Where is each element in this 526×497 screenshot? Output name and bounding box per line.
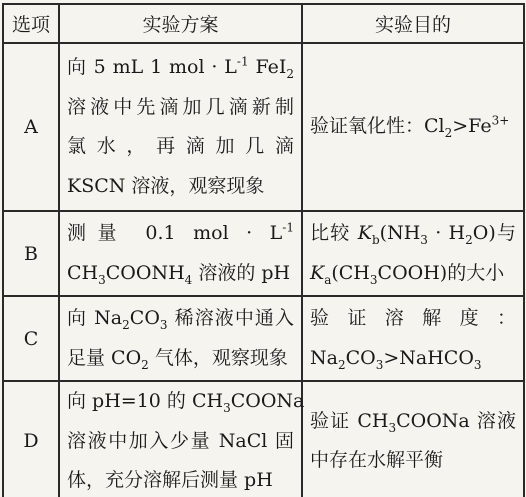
subscript: 2 [465,232,473,247]
experiment-table [2,3,525,497]
table-row-a [3,43,524,211]
table-row-b [3,211,524,296]
option-label: A [3,43,59,211]
plan-cell [59,211,302,296]
text-run: 溶液的 pH [192,261,291,284]
subscript: 3 [159,317,168,332]
header-goal: 实验目的 [302,4,524,43]
cell-line [310,441,516,481]
cell-line [67,167,294,207]
cell-line [67,127,294,167]
text-run: 比较 [310,222,358,244]
cell-line [310,214,516,254]
subscript: 3 [388,420,397,435]
text-run: 足量 CO [67,346,142,369]
cell-line [310,402,516,442]
text-run: 验证 CH [310,409,389,432]
text-run: Na [310,346,338,369]
subscript: 3 [473,357,482,372]
text-run: CO [345,346,376,369]
cell-line [67,382,305,422]
text-run: COOH)的大小 [377,261,505,284]
text-run: CO [129,307,160,329]
cell-line [67,461,294,497]
subscript: 4 [184,272,193,287]
subscript: 2 [337,357,346,372]
subscript: 3 [223,400,231,415]
text-run: 验证溶解度： [310,307,516,329]
text-run: · H [427,222,466,244]
subscript: 2 [122,317,130,332]
text-run: (NH [379,222,421,244]
text-run: CH [67,261,99,284]
cell-line [310,107,516,147]
cell-line [310,254,516,294]
plan-cell [59,381,305,497]
cell-line [310,339,516,379]
goal-cell [302,381,524,497]
plan-cell [59,296,302,381]
plan-cell [59,43,302,211]
text-run: 向 Na [67,307,123,329]
superscript: -1 [282,220,294,235]
text-run: COONa 溶液 [396,409,516,432]
italic-symbol: K [357,222,372,244]
text-run: KSCN 溶液，观察现象 [67,174,265,197]
subscript: a [324,272,332,287]
option-label: C [3,296,59,381]
header-plan: 实验方案 [59,4,302,43]
text-run: 溶液中加入少量 NaCl 固 [67,429,294,452]
subscript: b [371,232,380,247]
subscript: 2 [286,66,294,81]
subscript: 2 [141,357,149,372]
cell-line [310,299,516,339]
text-run: 中存在水解平衡 [310,449,444,472]
header-row [3,4,524,43]
text-run: 测量 0.1 mol · L [67,222,283,244]
text-run: 体，充分溶解后测量 pH [67,469,273,491]
superscript: 3+ [491,113,510,128]
text-run: 气体，观察现象 [148,346,288,369]
text-run: >Fe [452,115,492,138]
superscript: -1 [236,54,249,69]
text-run: 验证氧化性：Cl [310,115,445,138]
table-row-d [3,381,524,497]
italic-symbol: K [310,261,325,284]
text-run: COONa [230,390,305,412]
text-run: 氯水，再滴加几滴 [67,135,294,157]
table-row-c [3,296,524,381]
subscript: 3 [369,272,378,287]
text-run: 向 pH=10 的 CH [67,390,224,412]
cell-line [67,254,294,294]
cell-line [67,299,294,339]
subscript: 3 [375,357,384,372]
header-option: 选项 [3,4,59,43]
text-run: COONH [105,261,185,284]
text-run: 稀溶液中通入 [167,307,294,329]
cell-line [67,88,294,128]
goal-cell [302,211,524,296]
text-run: 向 5 mL 1 mol · L [67,56,237,78]
cell-line [67,339,294,379]
text-run: >NaHCO [383,346,474,369]
option-label: B [3,211,59,296]
text-run: FeI [248,56,287,78]
text-run: 溶液中先滴加几滴新制 [67,95,294,118]
goal-cell [302,296,524,381]
text-run: O)与 [472,222,516,244]
subscript: 3 [420,232,428,247]
subscript: 2 [444,126,453,141]
cell-line [67,214,294,254]
cell-line [67,422,294,462]
text-run: (CH [331,261,370,284]
cell-line [67,48,294,88]
goal-cell [302,43,524,211]
option-label: D [3,381,59,497]
subscript: 3 [98,272,106,287]
